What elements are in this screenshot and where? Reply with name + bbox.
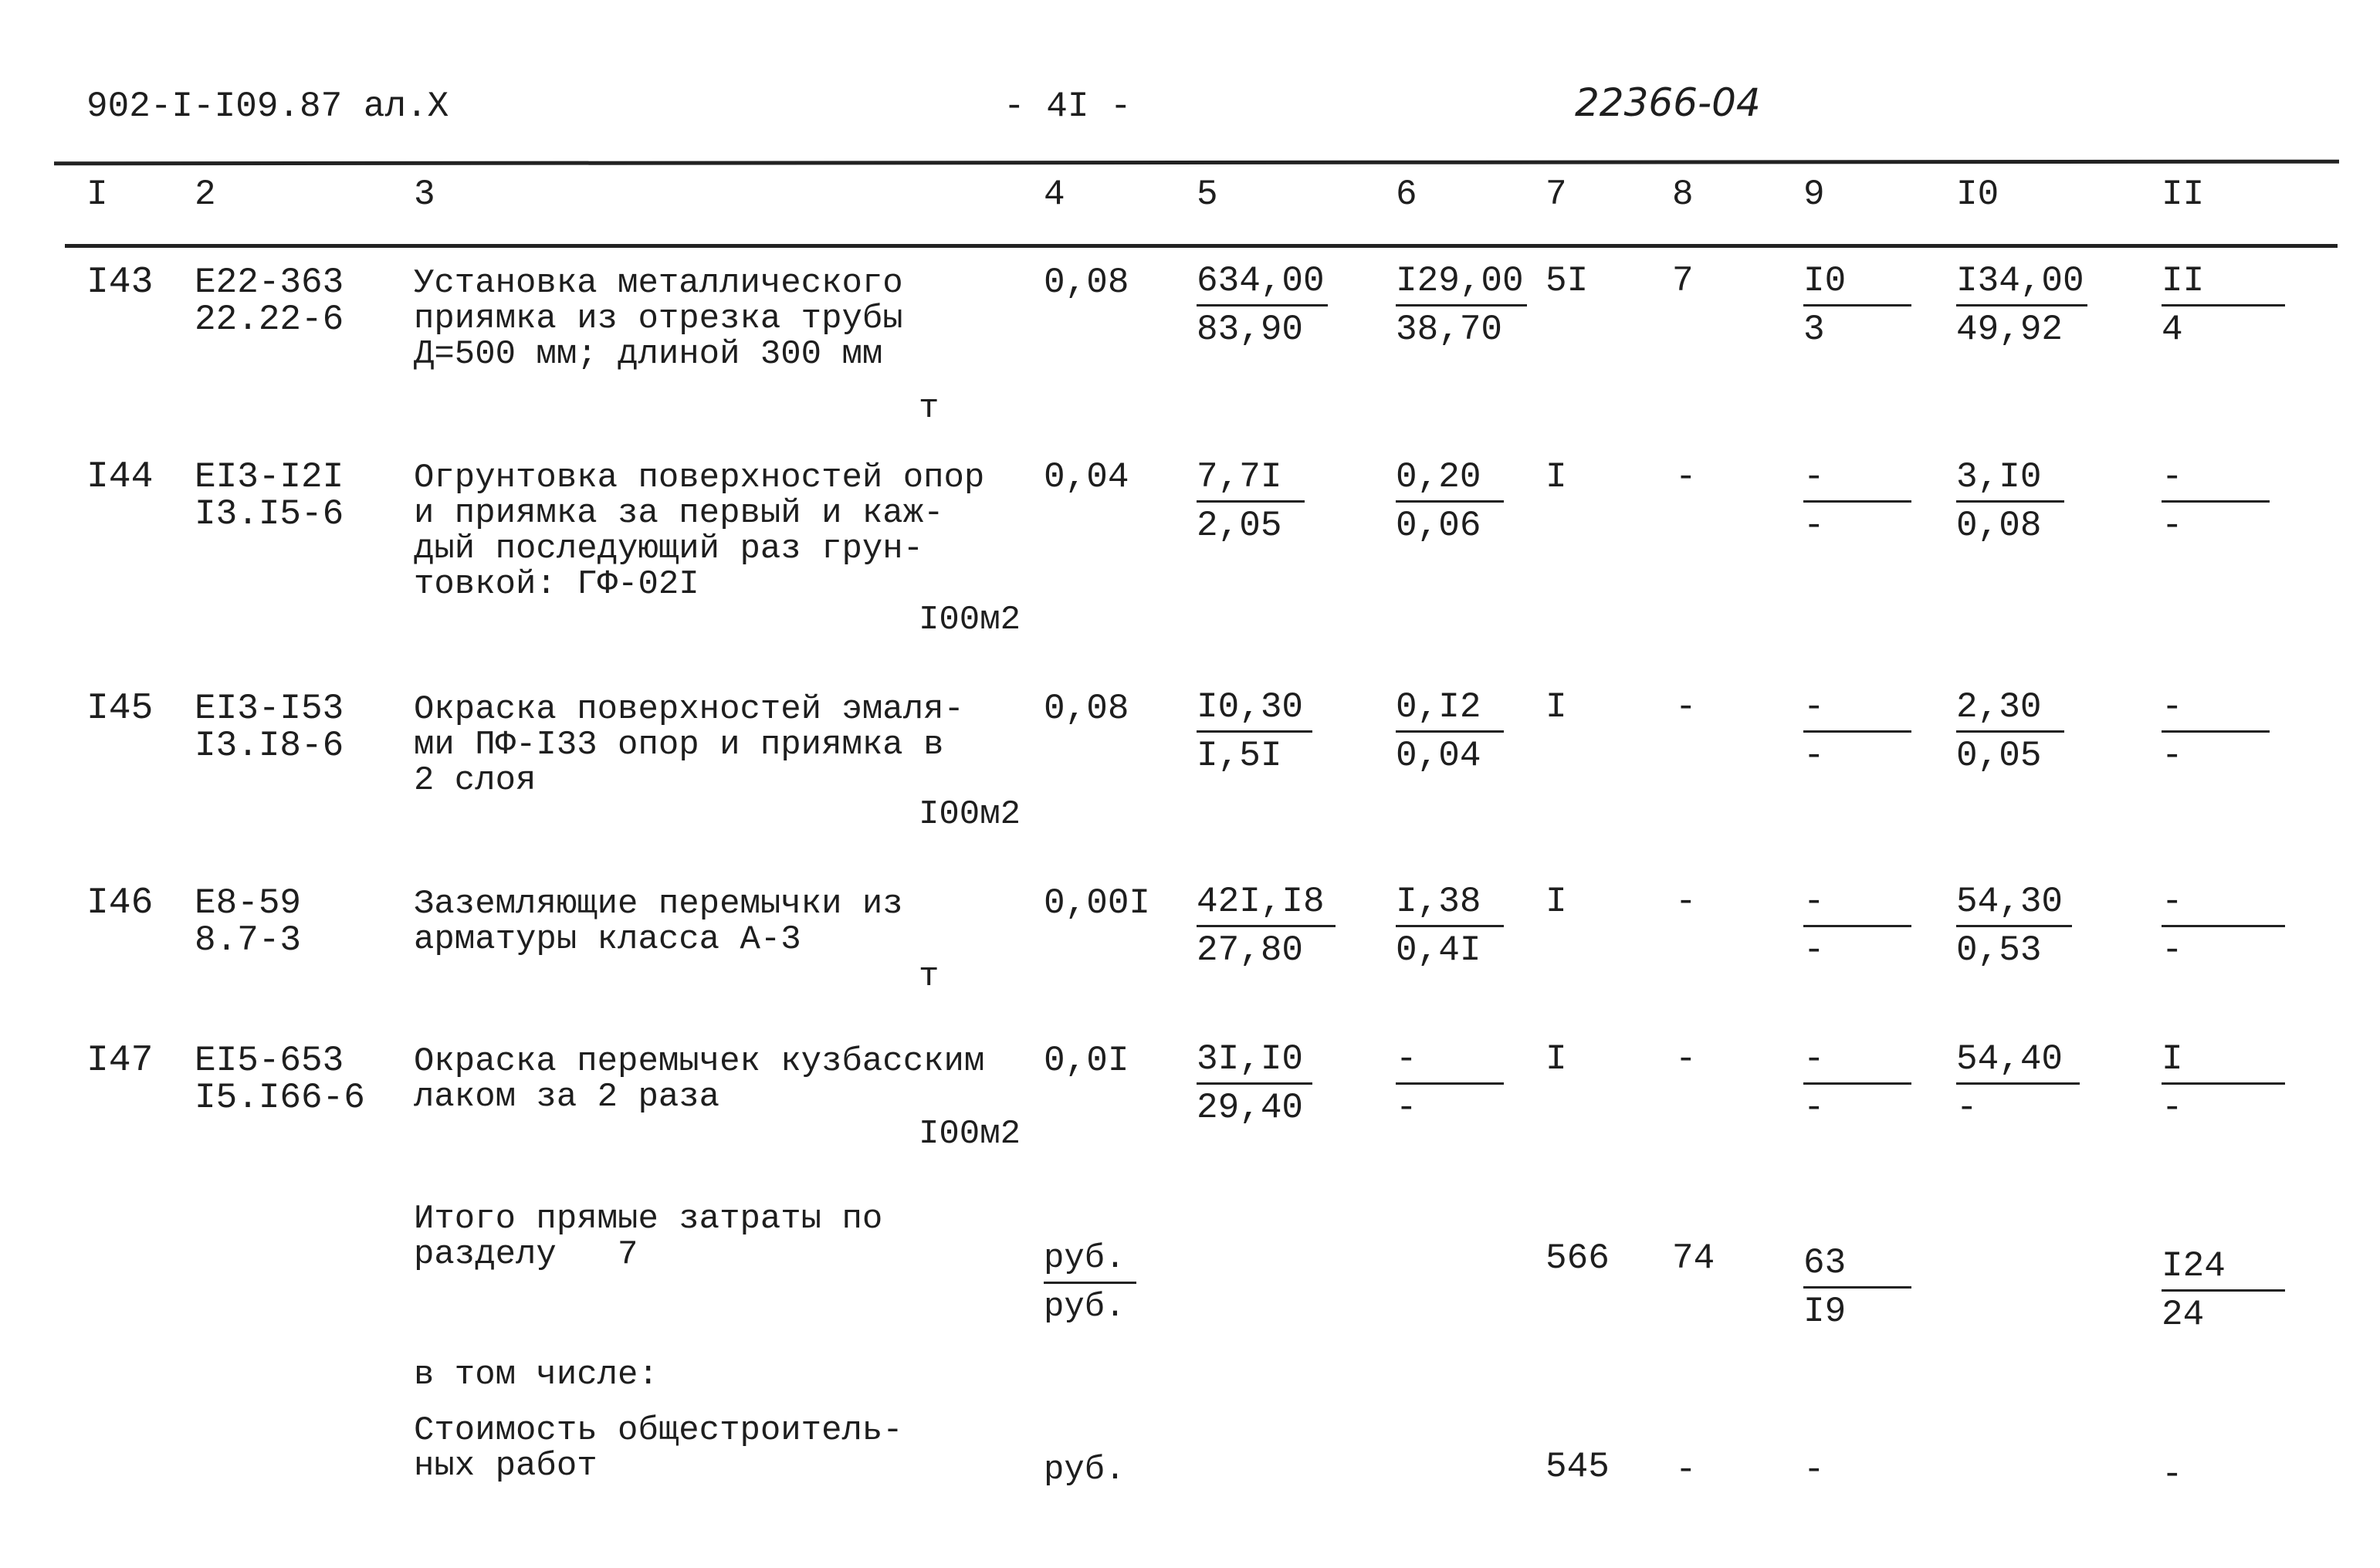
- row-number: I43: [86, 262, 154, 303]
- machine-cost: [1396, 457, 1504, 546]
- norm-code: EI5-653: [195, 1041, 344, 1081]
- wages: -: [1675, 1039, 1697, 1079]
- col-header-10: I0: [1956, 174, 1999, 215]
- unit-label: I00м2: [919, 1115, 1021, 1153]
- labor-total-top: II: [2162, 261, 2205, 301]
- machine-cost-total: 0,I2: [1396, 687, 1481, 727]
- col-header-4: 4: [1044, 174, 1065, 215]
- machine-total: [1803, 687, 1911, 776]
- norm-code: E8-59: [195, 883, 302, 923]
- machine-total: [1803, 1039, 1911, 1128]
- labor-unit: [1956, 882, 2072, 970]
- quantity: 0,04: [1044, 457, 1129, 497]
- labor-unit: [1956, 457, 2064, 546]
- machine-total-top: -: [1803, 882, 1825, 922]
- labor-unit: [1956, 1039, 2080, 1128]
- row-number: I44: [86, 456, 154, 498]
- unit-cost: [1197, 687, 1312, 776]
- machine-total: [1803, 457, 1911, 546]
- unit-label: т: [919, 957, 939, 996]
- unit-label: т: [919, 389, 939, 428]
- labor-unit: [1956, 687, 2064, 776]
- general-works-label: Стоимость общестроитель- ных работ: [414, 1411, 903, 1485]
- general-works-wages: -: [1675, 1450, 1697, 1490]
- unit-cost-total: 42I,I8: [1197, 882, 1325, 922]
- machine-cost-total: I,38: [1396, 882, 1481, 922]
- total-cost: 5I: [1545, 261, 1589, 301]
- machine-total-bottom: -: [1803, 1088, 1825, 1128]
- doc-code: 902-I-I09.87 ал.X: [86, 86, 449, 127]
- totals-machine-top: 63: [1803, 1243, 1847, 1283]
- machine-total-bottom: -: [1803, 506, 1825, 546]
- row-number: I47: [86, 1040, 154, 1082]
- header-rule: [65, 244, 2338, 248]
- work-description: Окраска поверхностей эмаля- ми ПФ-I33 опор и приямка в 2 слоя: [414, 690, 964, 800]
- totals-cost: 566: [1545, 1238, 1610, 1278]
- total-cost: I: [1545, 1039, 1567, 1079]
- price-code: I3.I8-6: [195, 726, 344, 766]
- work-description: Окраска перемычек кузбасским лаком за 2 раза: [414, 1042, 985, 1116]
- archive-number: 22366-04: [1575, 80, 1761, 125]
- unit-label: I00м2: [919, 601, 1021, 639]
- unit-cost-total: 3I,I0: [1197, 1039, 1304, 1079]
- col-header-1: I: [86, 174, 108, 215]
- machine-total: [1803, 882, 1911, 970]
- machine-cost-total: -: [1396, 1039, 1417, 1079]
- machine-total: [1803, 261, 1911, 350]
- labor-total-top: -: [2162, 882, 2183, 922]
- totals-label: Итого прямые затраты по разделу 7: [414, 1200, 883, 1274]
- top-rule: [54, 160, 2339, 166]
- totals-labor-top: I24: [2162, 1246, 2226, 1286]
- machine-cost-total: I29,00: [1396, 261, 1524, 301]
- work-description: Установка металлического приямка из отрезка трубы Д=500 мм; длиной 300 мм: [414, 264, 903, 374]
- labor-unit-top: 54,40: [1956, 1039, 2063, 1079]
- price-code: I5.I66-6: [195, 1078, 365, 1118]
- unit-cost-total: I0,30: [1197, 687, 1304, 727]
- quantity: 0,08: [1044, 689, 1129, 729]
- general-works-unit: руб.: [1044, 1451, 1126, 1489]
- machine-cost-total: 0,20: [1396, 457, 1481, 497]
- unit-cost-total: 7,7I: [1197, 457, 1282, 497]
- unit-cost: [1197, 882, 1336, 970]
- totals-wages: 74: [1672, 1238, 1715, 1278]
- unit-cost-total: 634,00: [1197, 261, 1325, 301]
- wages: -: [1675, 687, 1697, 727]
- general-works-cost: 545: [1545, 1447, 1610, 1487]
- machine-total-top: -: [1803, 1039, 1825, 1079]
- labor-total: [2162, 1039, 2285, 1128]
- quantity: 0,0I: [1044, 1041, 1129, 1081]
- machine-total-top: -: [1803, 457, 1825, 497]
- labor-total-top: I: [2162, 1039, 2183, 1079]
- totals-unit-bottom: руб.: [1044, 1288, 1126, 1326]
- price-code: I3.I5-6: [195, 494, 344, 534]
- labor-total: [2162, 457, 2270, 546]
- col-header-3: 3: [414, 174, 435, 215]
- general-works-labor: -: [2162, 1455, 2183, 1495]
- labor-total: [2162, 261, 2285, 350]
- machine-total-bottom: -: [1803, 736, 1825, 776]
- work-description: Огрунтовка поверхностей опор и приямка за первый и каж- дый последующий раз грун- товкой: ГФ-02I: [414, 459, 985, 604]
- machine-cost-wages: 0,04: [1396, 736, 1481, 776]
- labor-unit-top: I34,00: [1956, 261, 2084, 301]
- machine-total-bottom: 3: [1803, 310, 1825, 350]
- col-header-9: 9: [1803, 174, 1825, 215]
- labor-unit-top: 2,30: [1956, 687, 2042, 727]
- unit-cost-wages: 83,90: [1197, 310, 1304, 350]
- norm-code: EI3-I53: [195, 689, 344, 729]
- machine-cost: [1396, 687, 1504, 776]
- labor-unit-bottom: 49,92: [1956, 310, 2063, 350]
- price-code: 8.7-3: [195, 920, 302, 960]
- total-cost: I: [1545, 457, 1567, 497]
- labor-unit-top: 3,I0: [1956, 457, 2042, 497]
- norm-code: E22-363: [195, 262, 344, 303]
- labor-total-bottom: 4: [2162, 310, 2183, 350]
- work-description: Заземляющие перемычки из арматуры класса А-3: [414, 885, 903, 959]
- labor-total-bottom: -: [2162, 736, 2183, 776]
- labor-total-top: -: [2162, 687, 2183, 727]
- unit-cost: [1197, 1039, 1312, 1128]
- general-works-machine: -: [1803, 1450, 1825, 1490]
- machine-cost-wages: -: [1396, 1088, 1417, 1128]
- wages: -: [1675, 882, 1697, 922]
- col-header-11: II: [2162, 174, 2205, 215]
- labor-unit: [1956, 261, 2087, 350]
- machine-total-top: -: [1803, 687, 1825, 727]
- machine-cost-wages: 38,70: [1396, 310, 1503, 350]
- totals-labor: [2162, 1246, 2285, 1335]
- machine-cost: [1396, 882, 1504, 970]
- labor-unit-bottom: 0,53: [1956, 930, 2042, 970]
- col-header-8: 8: [1672, 174, 1694, 215]
- labor-unit-bottom: 0,08: [1956, 506, 2042, 546]
- labor-total-bottom: -: [2162, 1088, 2183, 1128]
- labor-total: [2162, 882, 2285, 970]
- wages: -: [1675, 457, 1697, 497]
- unit-cost-wages: 2,05: [1197, 506, 1282, 546]
- labor-total-bottom: -: [2162, 930, 2183, 970]
- wages: 7: [1672, 261, 1694, 301]
- unit-cost-wages: I,5I: [1197, 736, 1282, 776]
- including-label: в том числе:: [414, 1356, 658, 1394]
- machine-cost-wages: 0,06: [1396, 506, 1481, 546]
- machine-cost: [1396, 261, 1527, 350]
- labor-total: [2162, 687, 2270, 776]
- labor-unit-bottom: -: [1956, 1088, 1978, 1128]
- page-number: - 4I -: [1004, 86, 1132, 127]
- unit-cost-wages: 27,80: [1197, 930, 1304, 970]
- unit-cost-wages: 29,40: [1197, 1088, 1304, 1128]
- quantity: 0,00I: [1044, 883, 1151, 923]
- totals-labor-bottom: 24: [2162, 1295, 2205, 1335]
- col-header-2: 2: [195, 174, 216, 215]
- labor-unit-top: 54,30: [1956, 882, 2063, 922]
- quantity: 0,08: [1044, 262, 1129, 303]
- total-cost: I: [1545, 687, 1567, 727]
- col-header-7: 7: [1545, 174, 1567, 215]
- row-number: I45: [86, 688, 154, 730]
- machine-total-top: I0: [1803, 261, 1847, 301]
- col-header-6: 6: [1396, 174, 1417, 215]
- unit-cost: [1197, 261, 1328, 350]
- machine-cost-wages: 0,4I: [1396, 930, 1481, 970]
- machine-cost: [1396, 1039, 1504, 1128]
- labor-total-bottom: -: [2162, 506, 2183, 546]
- row-number: I46: [86, 882, 154, 924]
- col-header-5: 5: [1197, 174, 1218, 215]
- totals-unit: [1044, 1238, 1136, 1327]
- norm-code: EI3-I2I: [195, 457, 344, 497]
- total-cost: I: [1545, 882, 1567, 922]
- totals-machine: [1803, 1243, 1911, 1332]
- labor-total-top: -: [2162, 457, 2183, 497]
- labor-unit-bottom: 0,05: [1956, 736, 2042, 776]
- machine-total-bottom: -: [1803, 930, 1825, 970]
- totals-unit-top: руб.: [1044, 1239, 1126, 1278]
- unit-label: I00м2: [919, 795, 1021, 834]
- totals-machine-bottom: I9: [1803, 1292, 1847, 1332]
- unit-cost: [1197, 457, 1305, 546]
- price-code: 22.22-6: [195, 300, 344, 340]
